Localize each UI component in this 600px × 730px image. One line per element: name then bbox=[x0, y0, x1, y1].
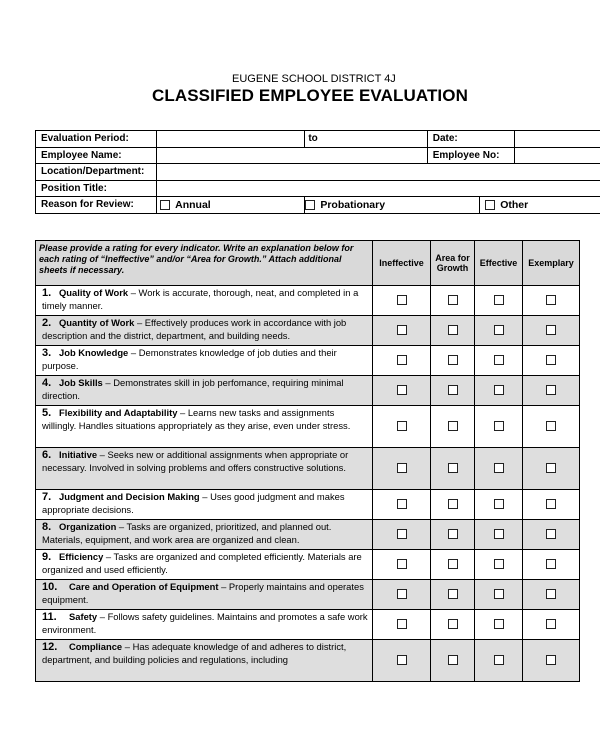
rating-row-10 bbox=[36, 580, 580, 610]
rating-table bbox=[35, 240, 580, 682]
reason-label: Reason for Review: bbox=[36, 197, 157, 214]
rating-row-12 bbox=[36, 640, 580, 682]
location-label: Location/Department: bbox=[36, 164, 157, 181]
area-for-growth-checkbox[interactable] bbox=[448, 325, 458, 335]
position-label: Position Title: bbox=[36, 180, 157, 197]
effective-checkbox[interactable] bbox=[494, 295, 504, 305]
indicator-description: 2. Quantity of Work – Effectively produces work in accordance with job description and the district, department, and building needs. bbox=[36, 316, 373, 346]
indicator-description: 10. Care and Operation of Equipment – Properly maintains and operates equipment. bbox=[36, 580, 373, 610]
rating-row-4 bbox=[36, 376, 580, 406]
indicator-description: 3. Job Knowledge – Demonstrates knowledge of job duties and their purpose. bbox=[36, 346, 373, 376]
effective-checkbox[interactable] bbox=[494, 325, 504, 335]
ineffective-checkbox[interactable] bbox=[397, 385, 407, 395]
column-ineffective: Ineffective bbox=[373, 241, 431, 286]
probationary-option[interactable]: Probationary bbox=[305, 197, 480, 214]
rating-instructions: Please provide a rating for every indicator. Write an explanation below for each rating of “Ineffective” and/or “Area for Growth.” Attach additional sheets if necessary. bbox=[36, 241, 373, 286]
date-label: Date: bbox=[427, 131, 514, 148]
effective-checkbox[interactable] bbox=[494, 655, 504, 665]
evaluation-period-start-field[interactable] bbox=[157, 131, 305, 148]
position-field[interactable] bbox=[157, 180, 600, 197]
other-checkbox[interactable] bbox=[485, 200, 495, 210]
effective-checkbox[interactable] bbox=[494, 499, 504, 509]
effective-checkbox[interactable] bbox=[494, 421, 504, 431]
employee-no-label: Employee No: bbox=[427, 147, 514, 164]
area-for-growth-checkbox[interactable] bbox=[448, 529, 458, 539]
effective-checkbox[interactable] bbox=[494, 385, 504, 395]
effective-checkbox[interactable] bbox=[494, 559, 504, 569]
date-field[interactable] bbox=[514, 131, 600, 148]
area-for-growth-checkbox[interactable] bbox=[448, 619, 458, 629]
annual-checkbox[interactable] bbox=[160, 200, 170, 210]
location-field[interactable] bbox=[157, 164, 600, 181]
employee-no-field[interactable] bbox=[514, 147, 600, 164]
indicator-description: 1. Quality of Work – Work is accurate, thorough, neat, and completed in a timely manner. bbox=[36, 286, 373, 316]
exemplary-checkbox[interactable] bbox=[546, 529, 556, 539]
employee-info-table bbox=[35, 130, 600, 214]
area-for-growth-checkbox[interactable] bbox=[448, 499, 458, 509]
rating-row-9 bbox=[36, 550, 580, 580]
effective-checkbox[interactable] bbox=[494, 619, 504, 629]
ineffective-checkbox[interactable] bbox=[397, 295, 407, 305]
area-for-growth-checkbox[interactable] bbox=[448, 463, 458, 473]
rating-row-2 bbox=[36, 316, 580, 346]
column-effective: Effective bbox=[475, 241, 523, 286]
ineffective-checkbox[interactable] bbox=[397, 655, 407, 665]
exemplary-checkbox[interactable] bbox=[546, 325, 556, 335]
ineffective-checkbox[interactable] bbox=[397, 559, 407, 569]
column-exemplary: Exemplary bbox=[523, 241, 580, 286]
exemplary-checkbox[interactable] bbox=[546, 589, 556, 599]
exemplary-checkbox[interactable] bbox=[546, 619, 556, 629]
ineffective-checkbox[interactable] bbox=[397, 325, 407, 335]
indicator-description: 8. Organization – Tasks are organized, prioritized, and planned out. Materials, equipment, and work area are organized and clean. bbox=[36, 520, 373, 550]
form-title: CLASSIFIED EMPLOYEE EVALUATION bbox=[152, 86, 468, 105]
probationary-checkbox[interactable] bbox=[305, 200, 315, 210]
exemplary-checkbox[interactable] bbox=[546, 463, 556, 473]
area-for-growth-checkbox[interactable] bbox=[448, 421, 458, 431]
indicator-description: 9. Efficiency – Tasks are organized and completed efficiently. Materials are organized and used efficiently. bbox=[36, 550, 373, 580]
ineffective-checkbox[interactable] bbox=[397, 499, 407, 509]
exemplary-checkbox[interactable] bbox=[546, 295, 556, 305]
area-for-growth-checkbox[interactable] bbox=[448, 295, 458, 305]
evaluation-period-label: Evaluation Period: bbox=[36, 131, 157, 148]
ineffective-checkbox[interactable] bbox=[397, 589, 407, 599]
indicator-description: 4. Job Skills – Demonstrates skill in job perfomance, requiring minimal direction. bbox=[36, 376, 373, 406]
exemplary-checkbox[interactable] bbox=[546, 499, 556, 509]
rating-row-8 bbox=[36, 520, 580, 550]
area-for-growth-checkbox[interactable] bbox=[448, 559, 458, 569]
rating-row-3 bbox=[36, 346, 580, 376]
to-label: to bbox=[308, 133, 318, 145]
area-for-growth-checkbox[interactable] bbox=[448, 355, 458, 365]
rating-row-6 bbox=[36, 448, 580, 490]
effective-checkbox[interactable] bbox=[494, 589, 504, 599]
column-area-for-growth: Area for Growth bbox=[431, 241, 475, 286]
rating-row-11 bbox=[36, 610, 580, 640]
exemplary-checkbox[interactable] bbox=[546, 559, 556, 569]
indicator-description: 7. Judgment and Decision Making – Uses good judgment and makes appropriate decisions. bbox=[36, 490, 373, 520]
area-for-growth-checkbox[interactable] bbox=[448, 385, 458, 395]
rating-row-1 bbox=[36, 286, 580, 316]
ineffective-checkbox[interactable] bbox=[397, 421, 407, 431]
effective-checkbox[interactable] bbox=[494, 355, 504, 365]
effective-checkbox[interactable] bbox=[494, 463, 504, 473]
employee-name-field[interactable] bbox=[157, 147, 428, 164]
other-option[interactable]: Other bbox=[480, 197, 600, 214]
ineffective-checkbox[interactable] bbox=[397, 529, 407, 539]
indicator-description: 6. Initiative – Seeks new or additional assignments when appropriate or necessary. Involved in solving problems and offers constructive solutions. bbox=[36, 448, 373, 490]
ineffective-checkbox[interactable] bbox=[397, 463, 407, 473]
annual-option[interactable]: Annual bbox=[157, 197, 305, 214]
indicator-description: 11. Safety – Follows safety guidelines. Maintains and promotes a safe work environment. bbox=[36, 610, 373, 640]
exemplary-checkbox[interactable] bbox=[546, 421, 556, 431]
exemplary-checkbox[interactable] bbox=[546, 385, 556, 395]
area-for-growth-checkbox[interactable] bbox=[448, 589, 458, 599]
evaluation-period-end-field[interactable] bbox=[305, 131, 427, 148]
exemplary-checkbox[interactable] bbox=[546, 355, 556, 365]
employee-name-label: Employee Name: bbox=[36, 147, 157, 164]
effective-checkbox[interactable] bbox=[494, 529, 504, 539]
indicator-description: 12. Compliance – Has adequate knowledge of and adheres to district, department, and building policies and regulations, including bbox=[36, 640, 373, 682]
ineffective-checkbox[interactable] bbox=[397, 619, 407, 629]
exemplary-checkbox[interactable] bbox=[546, 655, 556, 665]
ineffective-checkbox[interactable] bbox=[397, 355, 407, 365]
rating-row-5 bbox=[36, 406, 580, 448]
indicator-description: 5. Flexibility and Adaptability – Learns new tasks and assignments willingly. Handles situations appropriately as they arise, even under stress. bbox=[36, 406, 373, 448]
rating-row-7 bbox=[36, 490, 580, 520]
area-for-growth-checkbox[interactable] bbox=[448, 655, 458, 665]
